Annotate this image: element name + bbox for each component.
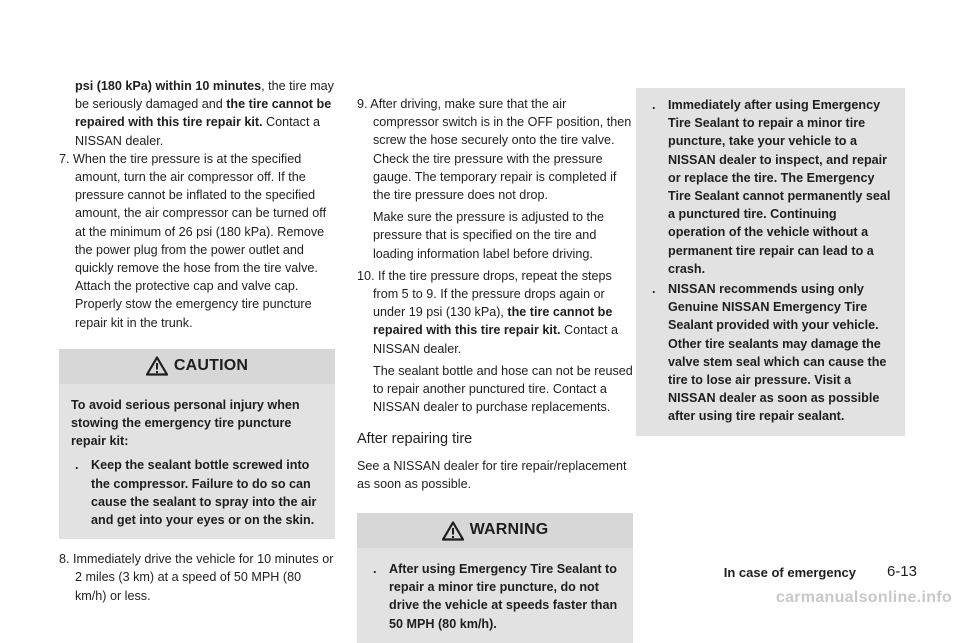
column-1 <box>59 0 335 605</box>
step-9: 9. After driving, make sure that the air compressor switch is in the OFF position, then screw the hose securely onto the tire valve. Check the tire pressure with the pressure gauge. The temporary repair is completed if the tire pressure does not drop. <box>357 97 632 203</box>
warning-box <box>357 513 633 643</box>
section-subheading: After repairing tire <box>357 431 473 448</box>
column-3 <box>636 0 905 436</box>
warning-bullet: . After using Emergency Tire Sealant to repair a minor tire puncture, do not drive the vehicle at speeds faster than 50 MPH (80 km/h). <box>373 562 618 631</box>
step-10-note: The sealant bottle and hose can not be reused to repair another punctured tire. Contact a NISSAN dealer to purchase replacements. <box>373 363 633 415</box>
warning-triangle-icon <box>442 521 464 541</box>
footer-section-title: In case of emergency <box>723 565 856 580</box>
after-repair-text: See a NISSAN dealer for tire repair/replacement as soon as possible. <box>357 458 627 491</box>
page-number: 6-13 <box>886 563 917 580</box>
step-9-note: Make sure the pressure is adjusted to the pressure that is specified on the tire and loading information label before driving. <box>373 210 605 261</box>
step-10: 10. If the tire pressure drops, repeat the steps from 5 to 9. If the pressure drops again or under 19 psi (130 kPa), the tire cannot be repaired with this tire repair kit. Contact a NISSAN dealer. <box>357 268 618 356</box>
caution-title: CAUTION <box>173 357 249 375</box>
caution-intro: To avoid serious personal injury when stowing the emergency tire puncture repair kit: <box>71 397 300 449</box>
continued-paragraph: psi (180 kPa) within 10 minutes, the tire may be seriously damaged and the tire cannot be repaired with this tire repair kit. Contact a NISSAN dealer. <box>75 79 334 148</box>
warning-body <box>357 548 633 643</box>
watermark: carmanualsonline.info <box>775 589 952 606</box>
warning-continued-box <box>636 88 905 436</box>
warning-triangle-icon <box>146 356 168 376</box>
caution-body <box>59 384 335 539</box>
warning-header <box>357 513 633 548</box>
caution-header <box>59 349 335 384</box>
warning-bullet-1: . Immediately after using Emergency Tire Sealant to repair a minor tire puncture, take your vehicle to a NISSAN dealer to inspect, and repair or replace the tire. The Emergency Tire Sealant cannot permanently seal a punctured tire. Continuing operation of the vehicle without a permanent tire repair can lead to a crash. <box>652 98 891 276</box>
step-8: 8. Immediately drive the vehicle for 10 minutes or 2 miles (3 km) at a speed of 50 MPH (80 km/h) or less. <box>59 552 334 603</box>
warning-continued-body <box>636 88 905 436</box>
warning-title: WARNING <box>469 521 549 539</box>
warning-bullet-2: . NISSAN recommends using only Genuine NISSAN Emergency Tire Sealant provided with your vehicle. Other tire sealants may damage the valve stem seal which can cause the tire to lose air pressure. Visit a NISSAN dealer as soon as possible after using tire repair sealant. <box>652 282 887 424</box>
step-7: 7. When the tire pressure is at the specified amount, turn the air compressor off. If the pressure cannot be inflated to the specified amount, the air compressor can be turned off at the minimum of 26 psi (180 kPa). Remove the power plug from the power outlet and quickly remove the hose from the tire valve. Attach the protective cap and valve cap. Properly stow the emergency tire puncture repair kit in the trunk. <box>59 151 327 330</box>
caution-box <box>59 349 335 539</box>
caution-bullet: . Keep the sealant bottle screwed into the compressor. Failure to do so can cause the sealant to spray into the air and get into your eyes or on the skin. <box>75 458 317 528</box>
column-2 <box>357 0 633 643</box>
